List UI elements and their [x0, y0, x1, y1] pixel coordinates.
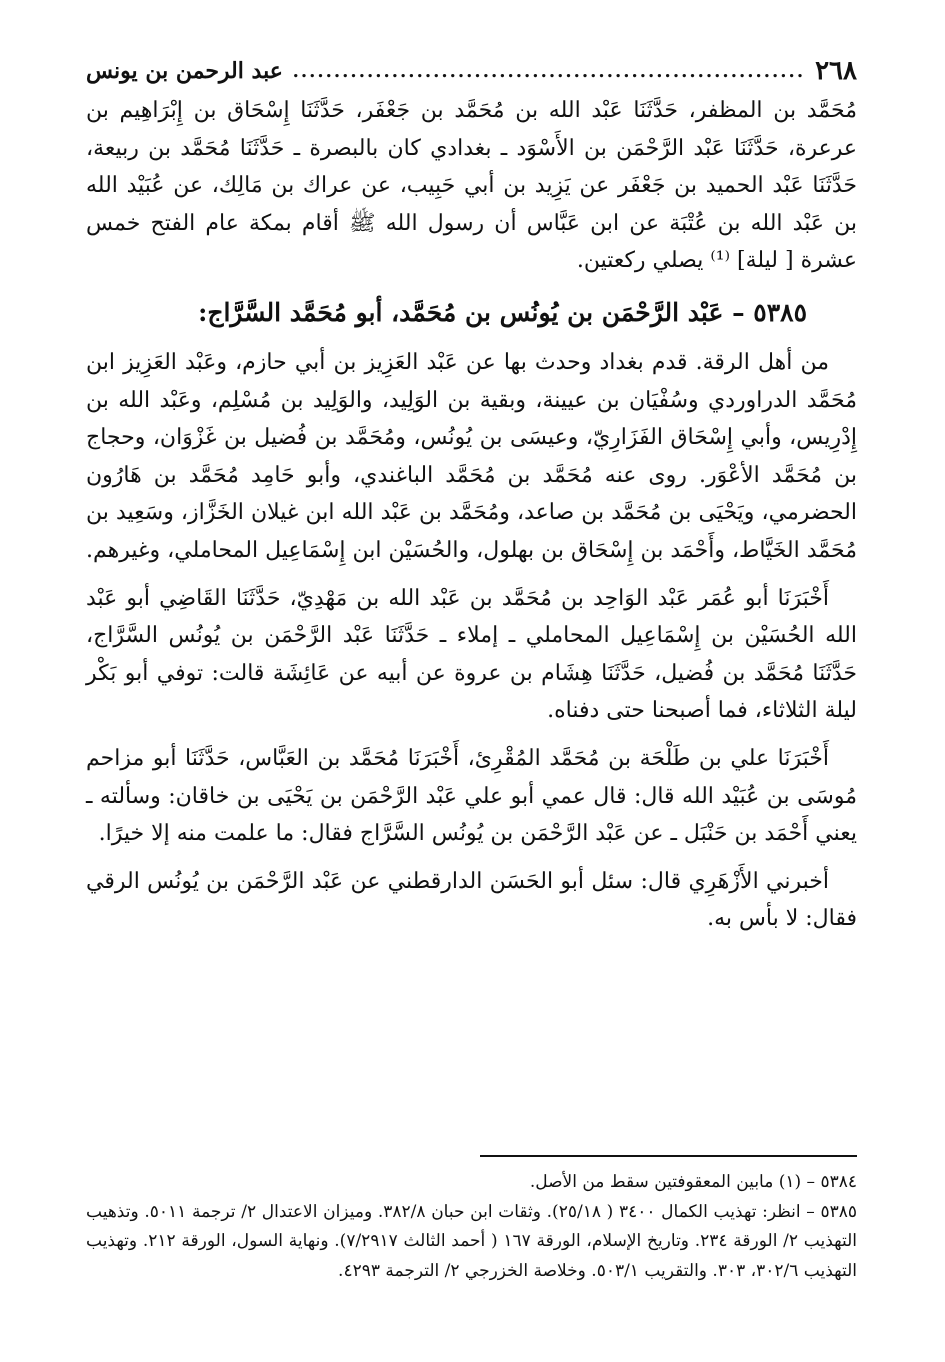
header-leader-dots: [293, 61, 805, 82]
main-text: [86, 92, 857, 938]
page-number: ٢٦٨: [815, 56, 857, 86]
running-title: عبد الرحمن بن يونس: [86, 58, 283, 84]
entry-paragraph-3: أَخْبَرَنَا علي بن طَلْحَة بن مُحَمَّد المُقْرِئ، أَخْبَرَنَا مُحَمَّد بن العَبَّاس، حَدَّثَنَا أبو مزاحم مُوسَى بن عُبَيْد الله قال: قال عمي أبو علي عَبْد الرَّحْمَن بن يَحْيَى بن خاقان: وسألته ـ يعني أَحْمَد بن حَنْبَل ـ عن عَبْد الرَّحْمَن بن يُونُس السَّرَّاج فقال: ما علمت منه إلا خيرًا.: [86, 745, 857, 847]
page-header: [86, 50, 857, 92]
footnote-5385: ٥٣٨٥ – انظر: تهذيب الكمال ٣٤٠٠ ( ٢٥/١٨). وثقات ابن حبان ٣٨٢/٨. وميزان الاعتدال ٢/ ترجمة ٥٠١١. وتذهيب التهذيب ٢/ الورقة ٢٣٤. وتاريخ الإسلام، الورقة ١٦٧ ( أحمد الثالث ٧/٢٩١٧). ونهاية السول، الورقة ٢١٢. وتهذيب التهذيب ٣٠٢/٦، ٣٠٣. والتقريب ٥٠٣/١. وخلاصة الخزرجي ٢/ الترجمة ٤٢٩٣.: [86, 1201, 858, 1281]
intro-paragraph: مُحَمَّد بن المظفر، حَدَّثَنَا عَبْد الله بن مُحَمَّد بن جَعْفَر، حَدَّثَنَا إِسْحَاق بن إِبْرَاهِيم بن عرعرة، حَدَّثَنَا عَبْد الرَّحْمَن بن الأَسْوَد ـ بغدادي كان بالبصرة ـ حَدَّثَنَا مُحَمَّد بن ربيعة، حَدَّثَنَا عَبْد الحميد بن جَعْفَر عن يَزِيد بن أبي حَبِيب، عن عراك بن مَالِك، عن عُبَيْد الله بن عَبْد الله بن عُتْبَة عن ابن عَبَّاس أن رسول الله ﷺ أقام بمكة عام الفتح خمس عشرة [ ليلة] ⁽¹⁾ يصلي ركعتين.: [86, 98, 857, 274]
entry-paragraph-4: أخبرني الأَزْهَرِي قال: سئل أبو الحَسَن الدارقطني عن عَبْد الرَّحْمَن بن يُونُس الرقي فقال: لا بأس به.: [86, 868, 857, 932]
footnote-separator: [480, 1155, 857, 1157]
entry-paragraph-1: من أهل الرقة. قدم بغداد وحدث بها عن عَبْد العَزِيز بن أبي حازم، وعَبْد العَزِيز ابن مُحَمَّد الدراوردي وسُفْيَان بن عيينة، وبقية بن الوَلِيد، والوَلِيد بن مُسْلِم، وعَبْد الله بن إِدْرِيس، وأبي إِسْحَاق الفَزَارِيّ، وعيسَى بن يُونُس، ومُحَمَّد بن فُضيل بن غَزْوَان، وحجاج بن مُحَمَّد الأعْوَر. روى عنه مُحَمَّد بن مُحَمَّد الباغندي، وأبو حَامِد مُحَمَّد بن هَارُون الحضرمي، ويَحْيَى بن مُحَمَّد بن صاعد، ومُحَمَّد بن عَبْد الله ابن غيلان الخَزَّاز، وسَعِيد بن مُحَمَّد الخَيَّاط، وأَحْمَد بن إِسْحَاق بن بهلول، والحُسَيْن ابن إِسْمَاعِيل المحاملي، وغيرهم.: [86, 349, 857, 563]
entry-title: ٥٣٨٥ – عَبْد الرَّحْمَن بن يُونُس بن مُحَمَّد، أبو مُحَمَّد السَّرَّاج:: [198, 297, 807, 327]
footnote-5384: ٥٣٨٤ – (١) مابين المعقوفتين سقط من الأصل.: [529, 1172, 857, 1192]
footnotes: [86, 1168, 857, 1286]
entry-paragraph-2: أَخْبَرَنَا أبو عُمَر عَبْد الوَاحِد بن مُحَمَّد بن عَبْد الله بن مَهْدِيّ، حَدَّثَنَا القَاضِي أبو عَبْد الله الحُسَيْن بن إِسْمَاعِيل المحاملي ـ إملاء ـ حَدَّثَنَا عَبْد الرَّحْمَن بن يُونُس السَّرَّاج، حَدَّثَنَا مُحَمَّد بن فُضيل، حَدَّثَنَا هِشَام بن عروة عن أبيه عن عَائِشَة قالت: توفي أبو بَكْر ليلة الثلاثاء، فما أصبحنا حتى دفناه.: [86, 585, 857, 724]
